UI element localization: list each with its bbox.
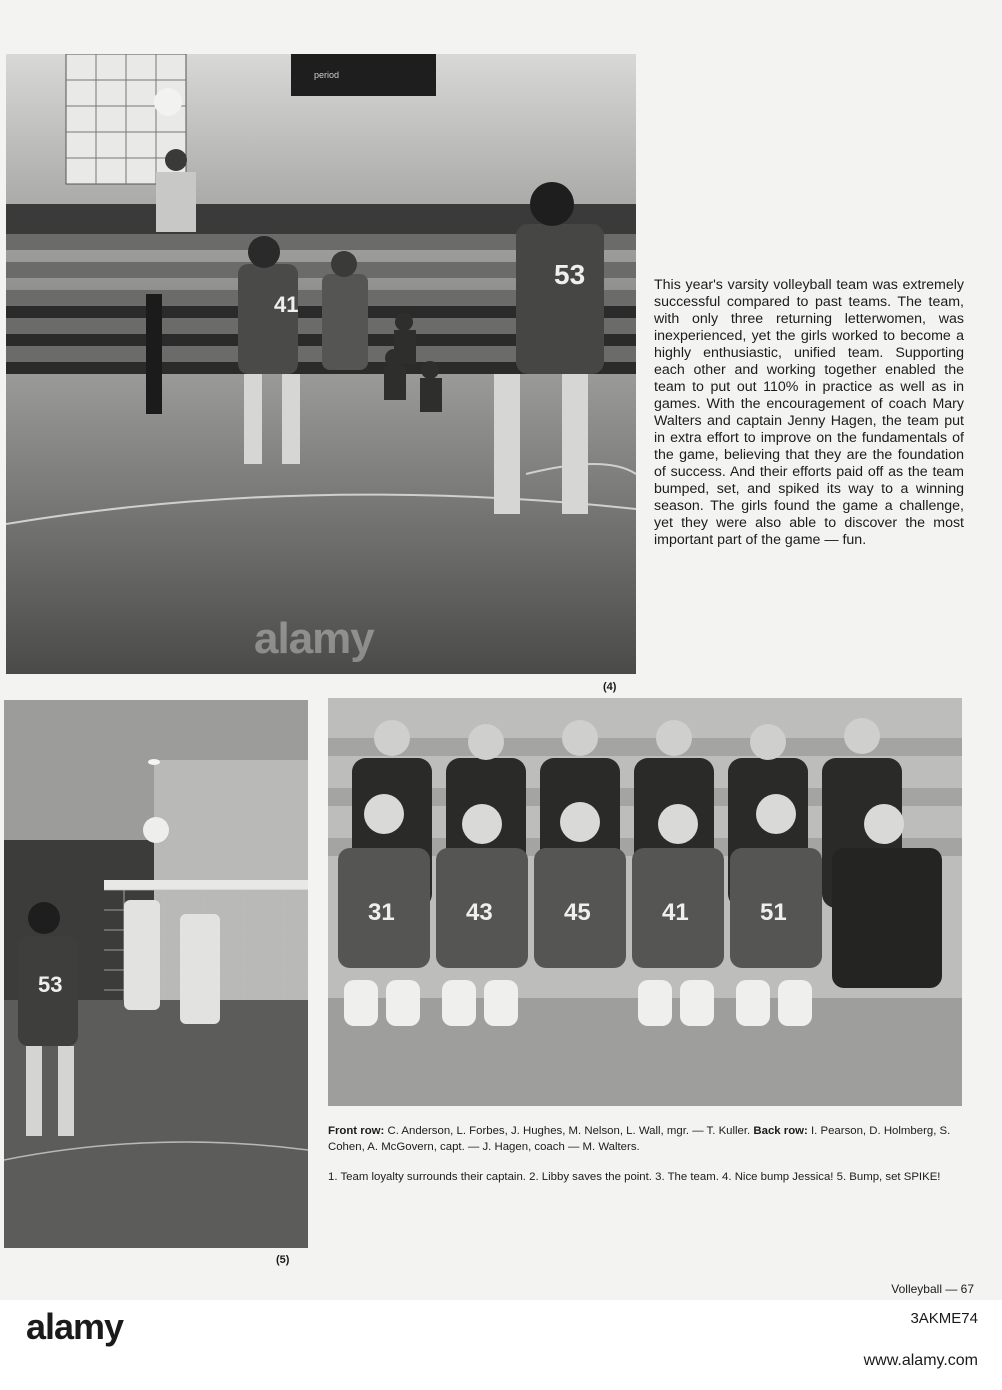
stock-image-id: 3AKME74 — [910, 1310, 978, 1327]
photo-team-illustration — [328, 698, 962, 1106]
photo-spike-at-net — [4, 700, 308, 1248]
team-jersey-number: 31 — [368, 899, 395, 926]
photo-action-illustration — [6, 54, 636, 674]
article-body: This year's varsity volleyball team was extremely successful compared to past teams. The team, with only three returning letterwomen, was inexperienced, yet the girls worked to become a highly enthusiastic, unified team. Supporting each other and working together enabled the team to put out 110% in practice as well as in games. With the encouragement of coach Mary Walters and captain Jenny Hagen, the team put in extra effort to improve on the fundamentals of the game, believing that they are the foundation of success. And their efforts paid off as the team bumped, set, and spiked its way to a winning season. The girls found the game a challenge, yet they were also able to discover the most important part of the game — fun. — [654, 277, 964, 548]
photo-4-number: (4) — [603, 681, 617, 693]
front-row-label: Front row: — [328, 1125, 385, 1137]
team-jersey-number: 45 — [564, 899, 591, 926]
photo-volleyball-action — [6, 54, 636, 674]
stock-site-url: www.alamy.com — [863, 1352, 978, 1369]
photo-team-portrait — [328, 698, 962, 1106]
back-row-label: Back row: — [753, 1125, 808, 1137]
team-roster-caption — [328, 1124, 964, 1155]
team-jersey-number: 51 — [760, 899, 787, 926]
stock-brand-logo: alamy — [26, 1306, 124, 1347]
jersey-number-53: 53 — [554, 259, 586, 290]
stock-footer — [0, 1300, 1002, 1390]
team-jersey-number: 41 — [662, 899, 689, 926]
back-row-names: I. Pearson, D. Holmberg, S. Cohen, A. McGovern, capt. — J. Hagen, coach — M. Walters. — [328, 1125, 951, 1153]
photo-5-number: (5) — [276, 1254, 290, 1266]
photo-spike-illustration — [4, 700, 308, 1248]
photo-captions: 1. Team loyalty surrounds their captain. 2. Libby saves the point. 3. The team. 4. Nice bump Jessica! 5. Bump, set SPIKE! — [328, 1171, 941, 1183]
page-folio: Volleyball — 67 — [891, 1282, 974, 1296]
jersey-number-41: 41 — [274, 292, 299, 317]
jersey-number-53-spiker: 53 — [38, 972, 63, 997]
front-row-names: C. Anderson, L. Forbes, J. Hughes, M. Nelson, L. Wall, mgr. — T. Kuller. — [384, 1125, 754, 1137]
watermark: alamy — [254, 614, 374, 663]
team-jersey-number: 43 — [466, 899, 493, 926]
scoreboard-label: period — [314, 70, 340, 80]
